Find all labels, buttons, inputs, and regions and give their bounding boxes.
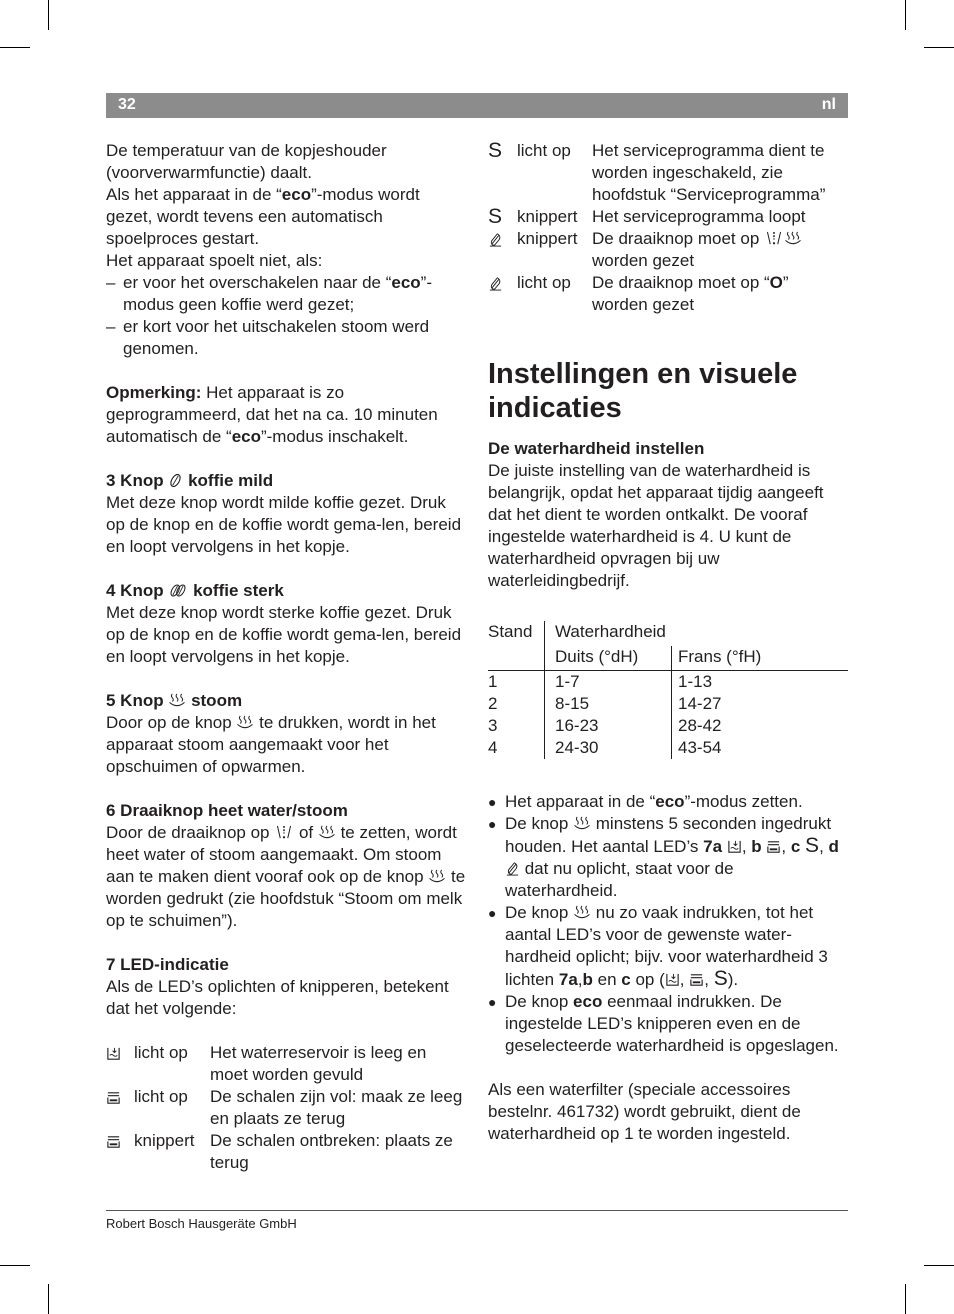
descale-icon: [488, 232, 503, 247]
paragraph: Door op de knop te drukken, wordt in het apparaat stoom aangemaakt voor het opschuimen of opwarmen.: [106, 713, 436, 776]
service-symbol: S: [713, 967, 728, 990]
service-symbol: S: [805, 834, 820, 857]
section-title: 5 Knop stoom: [106, 691, 243, 710]
drip-tray-icon: [106, 1134, 121, 1149]
bullet-item: ● De knop minstens 5 seconden ingedrukt houden. Het aantal LED’s 7a , b , c S, d dat nu oplicht, staat voor de waterhardheid.: [488, 814, 839, 900]
subheading: De waterhardheid instellen: [488, 439, 705, 458]
hot-water-icon: [764, 231, 784, 246]
right-column: [488, 140, 848, 1145]
drip-tray-icon: [766, 839, 781, 854]
service-symbol: S: [488, 205, 503, 228]
crop-mark: [48, 1284, 49, 1314]
coffee-bean-strong-icon: [168, 583, 188, 598]
steam-icon: [784, 231, 802, 246]
descale-icon: [488, 276, 503, 291]
paragraph: Als de LED’s oplichten of knipperen, betekent dat het volgende:: [106, 977, 449, 1018]
table-header-waterhardheid: Waterhardheid: [555, 622, 666, 641]
led-row: knippert De schalen ontbreken: plaats ze terug: [106, 1130, 468, 1174]
paragraph: Het apparaat spoelt niet, als:: [106, 251, 323, 270]
led-row: licht op Het waterreservoir is leeg en moet worden gevuld: [106, 1042, 468, 1086]
language-code: nl: [821, 96, 836, 113]
paragraph: De temperatuur van de kopjeshouder (voorverwarmfunctie) daalt.: [106, 141, 387, 182]
water-hardness-table: [488, 621, 848, 759]
table-row: 2 8-15 14-27: [488, 694, 722, 713]
bullet-item: ● De knop eco eenmaal indrukken. De ingestelde LED’s knipperen even en de geselecteerde waterhardheid is opgeslagen.: [488, 992, 839, 1055]
paragraph: De juiste instelling van de waterhardheid is belangrijk, opdat het apparaat tijdig aangeeft dat het dient te worden ontkalkt. De vooraf ingestelde waterhardheid is 4. U kunt de waterhardheid opvragen bij uw waterleidingbedrijf.: [488, 461, 824, 590]
crop-mark: [0, 1265, 30, 1266]
water-tank-icon: [665, 972, 680, 987]
paragraph: Met deze knop wordt milde koffie gezet. Druk op de knop en de koffie wordt gema-len, bereid en loopt vervolgens in het kopje.: [106, 493, 462, 556]
footer-company: Robert Bosch Hausgeräte GmbH: [106, 1216, 297, 1231]
paragraph: Als een waterfilter (speciale accessoires bestelnr. 461732) wordt gebruikt, dient de waterhardheid op 1 te worden ingesteld.: [488, 1080, 801, 1143]
crop-mark: [0, 47, 30, 48]
drip-tray-icon: [106, 1090, 121, 1105]
table-header-duits: Duits (°dH): [555, 647, 639, 666]
section-title: 3 Knop koffie mild: [106, 471, 274, 490]
led-row: licht op De schalen zijn vol: maak ze leeg en plaats ze terug: [106, 1086, 468, 1130]
section-heading: Instellingen en visuele indicaties: [488, 358, 798, 424]
led-row: S licht op Het serviceprogramma dient te worden ingeschakeld, zie hoofdstuk “Serviceprogramma”: [488, 139, 826, 204]
coffee-bean-mild-icon: [168, 473, 183, 488]
list-item: – er kort voor het uitschakelen stoom werd genomen.: [106, 317, 430, 358]
steam-icon: [573, 905, 591, 920]
steam-icon: [318, 825, 336, 840]
led-row: knippert De draaiknop moet op worden gezet: [488, 228, 848, 272]
list-item: – er voor het overschakelen naar de “eco”-modus geen koffie werd gezet;: [106, 273, 432, 314]
paragraph: Door de draaiknop op of te zetten, wordt heet water of stoom aangemaakt. Om stoom aan te maken dient vooraf ook op de knop te worden gedrukt (zie hoofdstuk “Stoom om melk op te schuimen”).: [106, 823, 466, 930]
water-tank-icon: [727, 839, 742, 854]
table-row: 1 1-7 1-13: [488, 672, 713, 691]
paragraph: Met deze knop wordt sterke koffie gezet. Druk op de knop en de koffie wordt gema-len, bereid en loopt vervolgens in het kopje.: [106, 603, 462, 666]
table-row: 4 24-30 43-54: [488, 738, 722, 757]
service-symbol: S: [488, 139, 503, 162]
table-header-stand: Stand: [488, 622, 533, 641]
bullet-item: ● Het apparaat in de “eco”-modus zetten.: [488, 792, 803, 811]
crop-mark: [924, 47, 954, 48]
section-title: 6 Draaiknop heet water/stoom: [106, 801, 348, 820]
crop-mark: [905, 1284, 906, 1314]
page-header: [106, 93, 848, 118]
bullet-item: ● De knop nu zo vaak indrukken, tot het aantal LED’s voor de gewenste water-hardheid oplicht; bijv. voor waterhardheid 3 lichten 7a,b en c op ( , , S).: [488, 903, 828, 990]
steam-icon: [236, 715, 254, 730]
left-column: [106, 140, 468, 1174]
section-title: 4 Knop koffie sterk: [106, 581, 284, 600]
led-row: licht op De draaiknop moet op “O” worden gezet: [488, 272, 848, 316]
led-row: S knippert Het serviceprogramma loopt: [488, 205, 806, 228]
table-header-frans: Frans (°fH): [678, 647, 762, 666]
drip-tray-icon: [689, 972, 704, 987]
water-tank-icon: [106, 1046, 121, 1061]
page-number: 32: [118, 96, 136, 113]
table-row: 3 16-23 28-42: [488, 716, 722, 735]
steam-icon: [168, 693, 186, 708]
note: Opmerking: Het apparaat is zo geprogrammeerd, dat het na ca. 10 minuten automatisch de “eco”-modus inschakelt.: [106, 383, 438, 446]
descale-icon: [505, 861, 520, 876]
crop-mark: [905, 0, 906, 30]
crop-mark: [48, 0, 49, 30]
steam-icon: [573, 816, 591, 831]
steam-icon: [428, 869, 446, 884]
footer-divider: [106, 1210, 848, 1211]
paragraph: Als het apparaat in de “eco”-modus wordt gezet, wordt tevens een automatisch spoelproces gestart.: [106, 185, 420, 248]
section-title: 7 LED-indicatie: [106, 955, 229, 974]
hot-water-icon: [274, 825, 294, 840]
crop-mark: [924, 1265, 954, 1266]
